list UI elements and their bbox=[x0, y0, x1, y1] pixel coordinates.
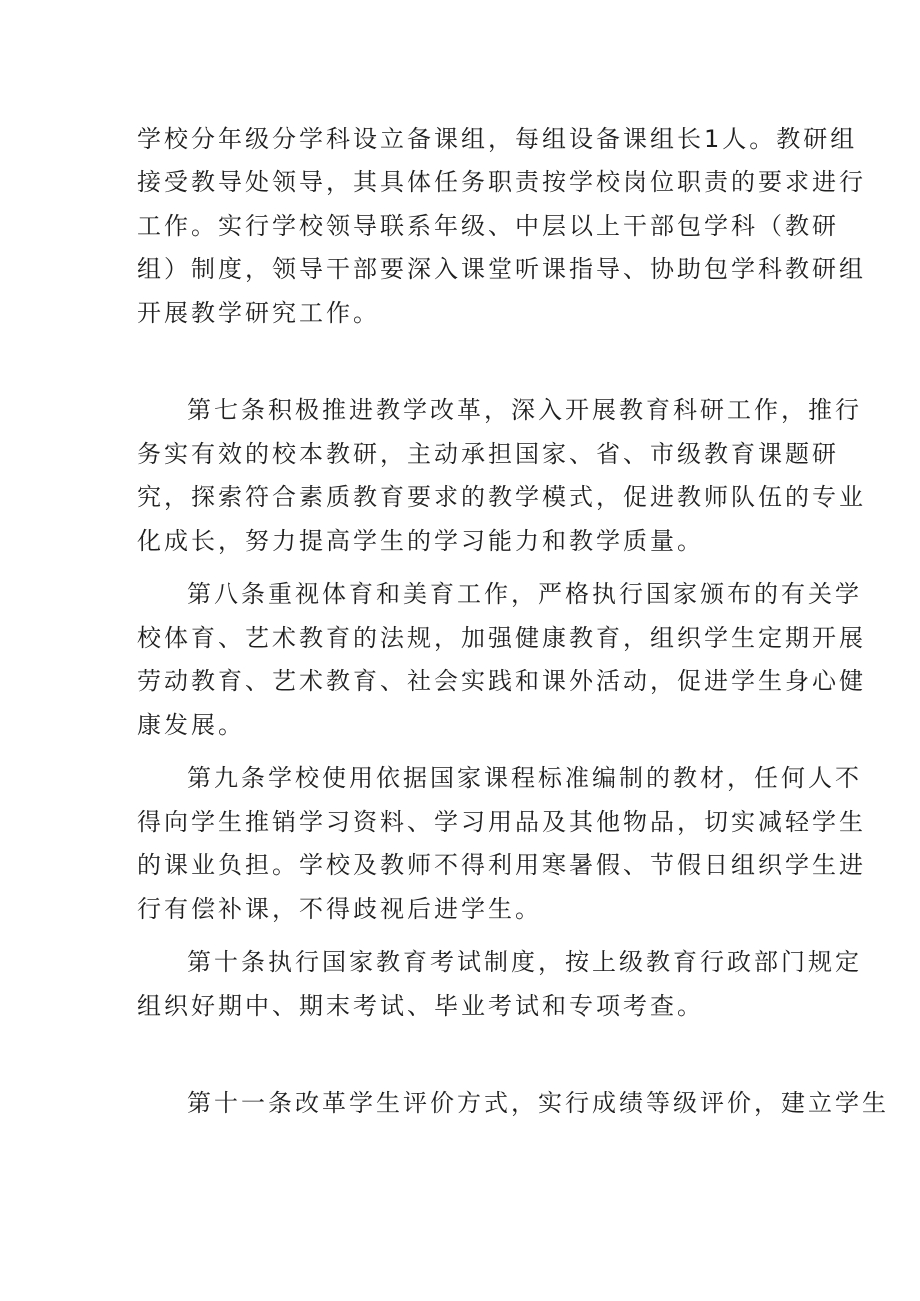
text-line: 工作。实行学校领导联系年级、中层以上干部包学科（教研 bbox=[137, 212, 839, 240]
text-line: 学校分年级分学科设立备课组，每组设备课组长1人。教研组 bbox=[137, 125, 858, 153]
text-line: 第七条积极推进教学改革，深入开展教育科研工作，推行 bbox=[187, 396, 862, 424]
text-line: 得向学生推销学习资料、学习用品及其他物品，切实减轻学生 bbox=[137, 808, 866, 836]
text-line: 校体育、艺术教育的法规，加强健康教育，组织学生定期开展 bbox=[137, 624, 866, 652]
text-line: 的课业负担。学校及教师不得利用寒暑假、节假日组织学生进 bbox=[137, 851, 866, 879]
text-line: 接受教导处领导，其具体任务职责按学校岗位职责的要求进行 bbox=[137, 168, 866, 196]
text-line: 务实有效的校本教研，主动承担国家、省、市级教育课题研 bbox=[137, 440, 839, 468]
text-line: 开展教学研究工作。 bbox=[137, 299, 380, 327]
text-line: 第九条学校使用依据国家课程标准编制的教材，任何人不 bbox=[187, 764, 862, 792]
text-line: 康发展。 bbox=[137, 711, 245, 739]
text-line: 劳动教育、艺术教育、社会实践和课外活动，促进学生身心健 bbox=[137, 667, 866, 695]
text-line: 行有偿补课，不得歧视后进学生。 bbox=[137, 895, 542, 923]
text-line: 第十条执行国家教育考试制度，按上级教育行政部门规定 bbox=[187, 948, 862, 976]
text-line: 组织好期中、期末考试、毕业考试和专项考查。 bbox=[137, 992, 704, 1020]
text-line: 第十一条改革学生评价方式，实行成绩等级评价，建立学生 bbox=[187, 1089, 889, 1117]
text-line: 第八条重视体育和美育工作，严格执行国家颁布的有关学 bbox=[187, 580, 862, 608]
text-line: 化成长，努力提高学生的学习能力和教学质量。 bbox=[137, 527, 704, 555]
text-line: 究，探索符合素质教育要求的教学模式，促进教师队伍的专业 bbox=[137, 483, 866, 511]
text-line: 组）制度，领导干部要深入课堂听课指导、协助包学科教研组 bbox=[137, 255, 866, 283]
